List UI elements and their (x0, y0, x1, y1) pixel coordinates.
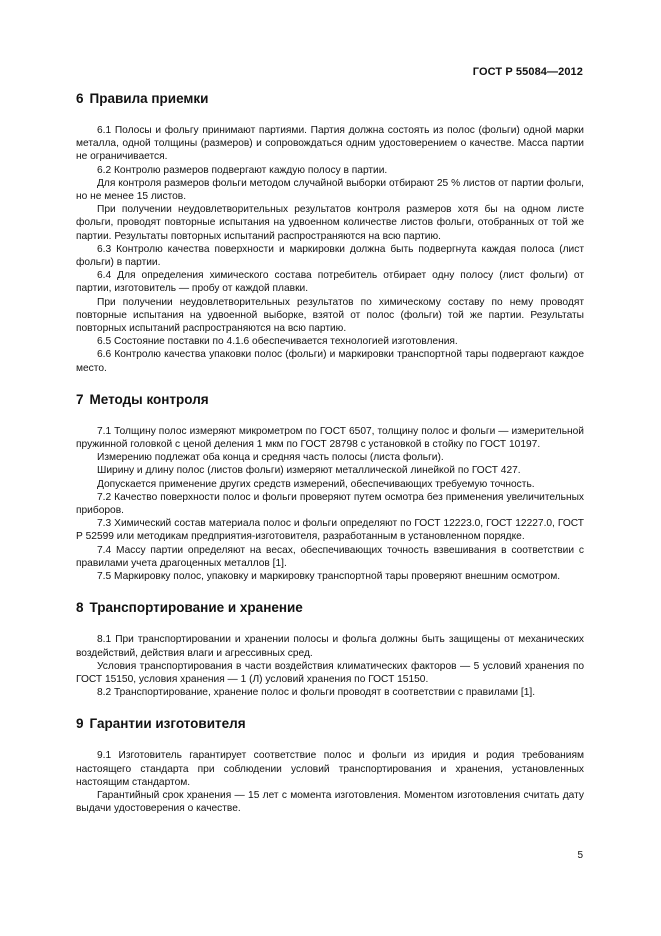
document-body (76, 90, 584, 831)
paragraph: Гарантийный срок хранения — 15 лет с момента изготовления. Моментом изготовления считать дату выдачи удостоверения о качестве. (76, 789, 584, 815)
section-heading: 8 Транспортирование и хранение (76, 600, 303, 616)
paragraph: 8.2 Транспортирование, хранение полос и фольги проводят в соответствии с правилами [1]. (97, 687, 536, 699)
section-6 (76, 90, 584, 375)
paragraph: 6.5 Состояние поставки по 4.1.6 обеспечивается технологией изготовления. (97, 336, 458, 348)
section-heading: 6 Правила приемки (76, 91, 209, 106)
paragraph: 7.5 Маркировку полос, упаковку и маркировку транспортной тары проверяют внешним осмотром. (97, 571, 561, 583)
section-9 (76, 715, 584, 815)
section-heading: 9 Гарантии изготовителя (76, 716, 246, 732)
paragraph: Ширину и длину полос (листов фольги) измеряют металлической линейкой по ГОСТ 427. (97, 465, 521, 477)
paragraph: 7.3 Химический состав материала полос и фольги определяют по ГОСТ 12223.0, ГОСТ 12227.0, ГОСТ Р 52599 или методикам предприятия-изготовителя, разработанным в установленном порядке. (76, 518, 584, 543)
section-8 (76, 599, 584, 699)
paragraph: 7.4 Массу партии определяют на весах, обеспечивающих точность взвешивания в соответствии с правилами учета драгоценных металлов [1]. (76, 544, 584, 569)
paragraph: 6.3 Контролю качества поверхности и маркировки должна быть подвергнута каждая полоса (лист фольги) в партии. (76, 243, 584, 269)
paragraph: Условия транспортирования в части воздействия климатических факторов — 5 условий хранения по ГОСТ 15150, условия хранения — 1 (Л) условий хранения по ГОСТ 15150. (76, 660, 584, 685)
paragraph: 7.1 Толщину полос измеряют микрометром по ГОСТ 6507, толщину полос и фольги — измерительной пружинной головкой с ценой деления 1 мкм по ГОСТ 28798 с установкой в стойку по ГОСТ 10197. (76, 425, 584, 451)
paragraph: 9.1 Изготовитель гарантирует соответствие полос и фольги из иридия и родия требованиям настоящего стандарта при соблюдении условий транспортирования и хранения, установленных настоящим стандартом. (76, 750, 584, 788)
paragraph: При получении неудовлетворительных результатов контроля размеров хотя бы на одном листе фольги, проводят повторные испытания на удвоенном количестве листов фольги, отобранных от той же партии. Результаты повторных испытаний распространяются на всю партию. (76, 204, 584, 242)
paragraph: Для контроля размеров фольги методом случайной выборки отбирают 25 % листов от партии фольги, но не менее 15 листов. (76, 177, 584, 203)
section-7 (76, 391, 584, 583)
paragraph: 6.4 Для определения химического состава потребитель отбирает одну полосу (лист фольги) от партии, изготовитель — пробу от каждой плавки. (76, 270, 584, 295)
paragraph: 6.1 Полосы и фольгу принимают партиями. Партия должна состоять из полос (фольги) одной марки металла, одной толщины (размеров) и сопровождаться одним удостоверением о качестве. Масса партии не ограничивается. (76, 125, 584, 163)
page-number: 5 (577, 850, 583, 861)
document-id: ГОСТ Р 55084—2012 (472, 66, 583, 78)
paragraph: 6.6 Контролю качества упаковки полос (фольги) и маркировки транспортной тары подвергают каждое место. (76, 349, 584, 374)
paragraph: Измерению подлежат оба конца и средняя часть полосы (листа фольги). (97, 452, 444, 464)
section-heading: 7 Методы контроля (76, 391, 209, 407)
paragraph: 6.2 Контролю размеров подвергают каждую полосу в партии. (97, 164, 388, 176)
paragraph: Допускается применение других средств измерений, обеспечивающих требуемую точность. (97, 478, 535, 490)
paragraph: При получении неудовлетворительных результатов по химическому составу по нему проводят повторные испытания на удвоенной выборке, взятой от полос (фольги) той же партии. Результаты повторных испытаний распространяются на всю партию. (76, 296, 584, 335)
paragraph: 7.2 Качество поверхности полос и фольги проверяют путем осмотра без применения увеличительных приборов. (76, 491, 584, 517)
paragraph: 8.1 При транспортировании и хранении полосы и фольга должны быть защищены от механических воздействий, действия влаги и агрессивных сред. (76, 634, 584, 659)
